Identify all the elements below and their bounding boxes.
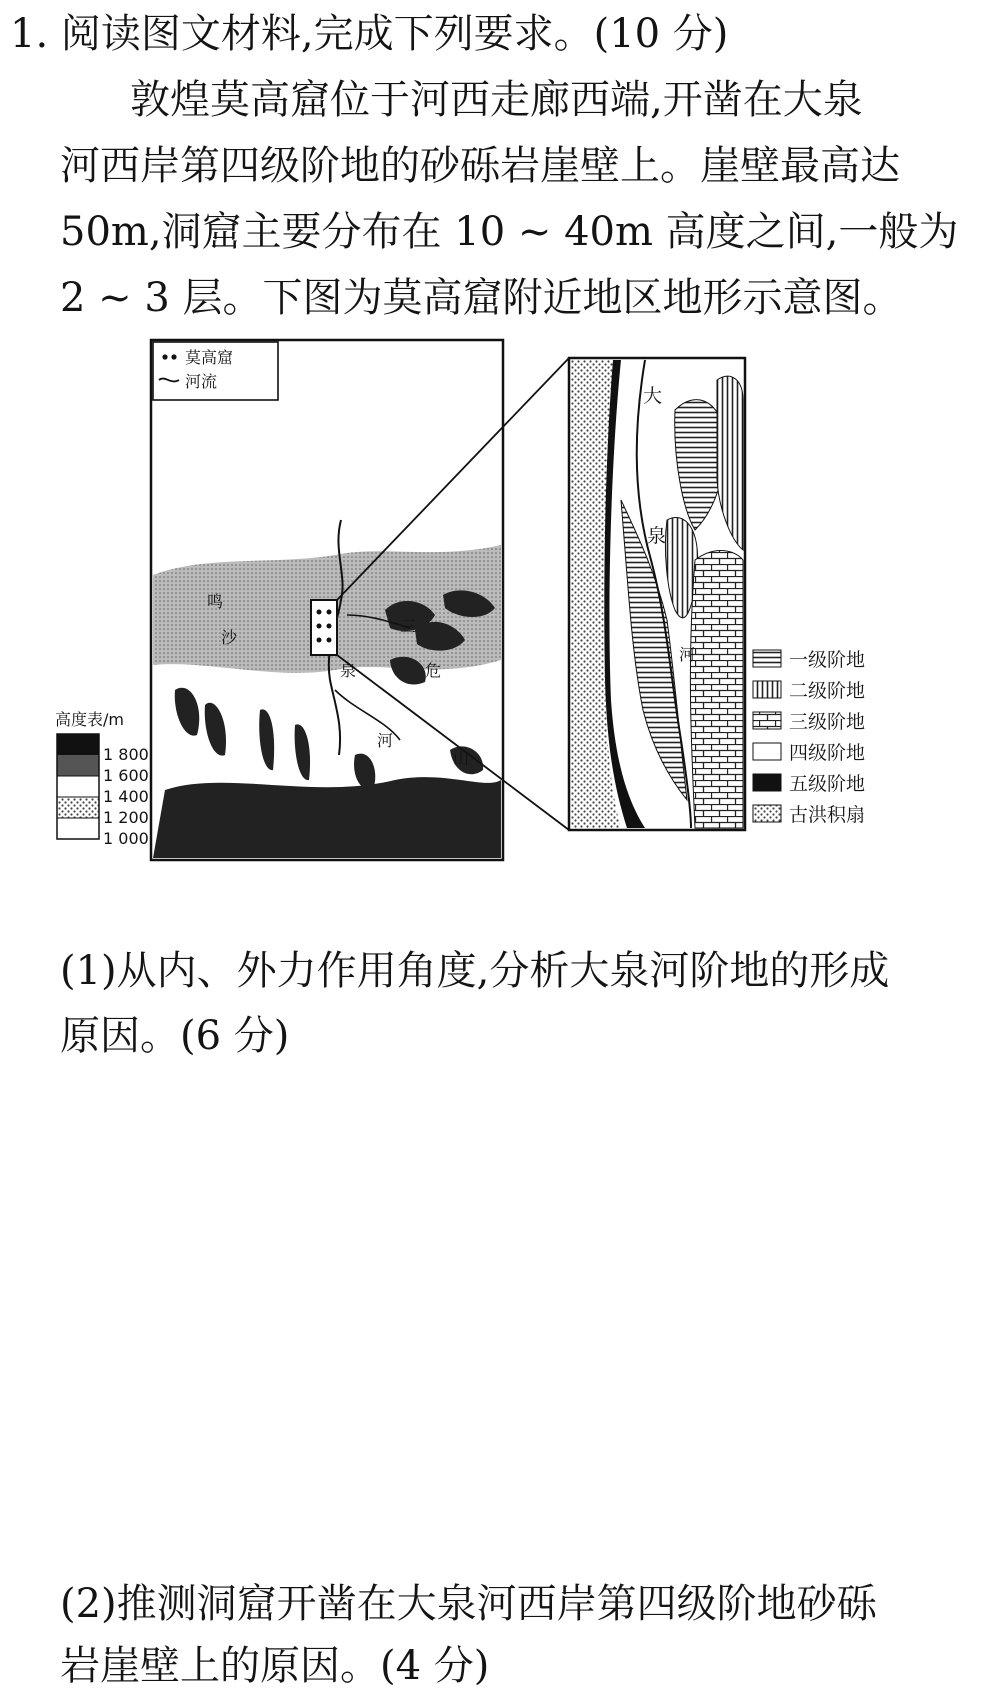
elevation-tick-1000: 1 000 [103, 829, 149, 848]
paragraph-line-2: 河西岸第四级阶地的砂砾岩崖壁上。崖壁最高达 [60, 143, 900, 189]
mogao-location-box [311, 600, 337, 655]
legend-terrace-2: 二级阶地 [789, 680, 866, 702]
sub-question-2-line-2: 岩崖壁上的原因。(4 分) [60, 1643, 490, 1689]
label-ming: 鸣 [207, 592, 224, 611]
sub-question-1-line-2: 原因。(6 分) [60, 1013, 290, 1059]
map-legend [153, 342, 278, 400]
label-sha: 沙 [221, 628, 238, 647]
label-wei: 危 [425, 661, 442, 680]
paragraph-line-3: 50m,洞窟主要分布在 10 ~ 40m 高度之间,一般为 [60, 209, 959, 255]
terrain-figure [55, 348, 985, 940]
elevation-title: 高度表/m [55, 710, 124, 729]
legend-river: 河流 [185, 372, 218, 391]
legend-terrace-4: 四级阶地 [789, 742, 866, 764]
paragraph-line-1: 敦煌莫高窟位于河西走廊西端,开凿在大泉 [130, 77, 863, 123]
legend-mogao: 莫高窟 [185, 348, 234, 367]
legend-terrace-3: 三级阶地 [789, 711, 866, 733]
mogao-legend-icon [162, 354, 167, 359]
sub-question-2-line-1: (2)推测洞窟开凿在大泉河西岸第四级阶地砂砾 [60, 1581, 877, 1627]
paragraph-line-4: 2 ~ 3 层。下图为莫高窟附近地区地形示意图。 [60, 275, 903, 321]
label-he-map: 河 [377, 731, 394, 750]
elevation-tick-1600: 1 600 [103, 766, 149, 785]
sub-question-1-line-1: (1)从内、外力作用角度,分析大泉河阶地的形成 [60, 948, 890, 994]
terrace-legend [753, 649, 865, 826]
detail-label-da: 大 [643, 385, 663, 407]
elevation-scale [55, 710, 149, 848]
detail-label-quan: 泉 [647, 525, 667, 547]
detail-label-he: 河 [679, 645, 696, 664]
overview-map [151, 340, 503, 860]
question-title: 1. 阅读图文材料,完成下列要求。(10 分) [10, 11, 729, 57]
terrace-detail-map [569, 358, 745, 830]
elevation-tick-1800: 1 800 [103, 745, 149, 764]
label-san: 三 [400, 617, 417, 636]
elevation-tick-1400: 1 400 [103, 787, 149, 806]
legend-alluvial-fan: 古洪积扇 [789, 804, 866, 826]
legend-terrace-5: 五级阶地 [789, 773, 866, 795]
label-shan: 山 [453, 749, 470, 768]
legend-terrace-1: 一级阶地 [789, 649, 866, 671]
label-quan-map: 泉 [340, 661, 357, 680]
elevation-tick-1200: 1 200 [103, 808, 149, 827]
